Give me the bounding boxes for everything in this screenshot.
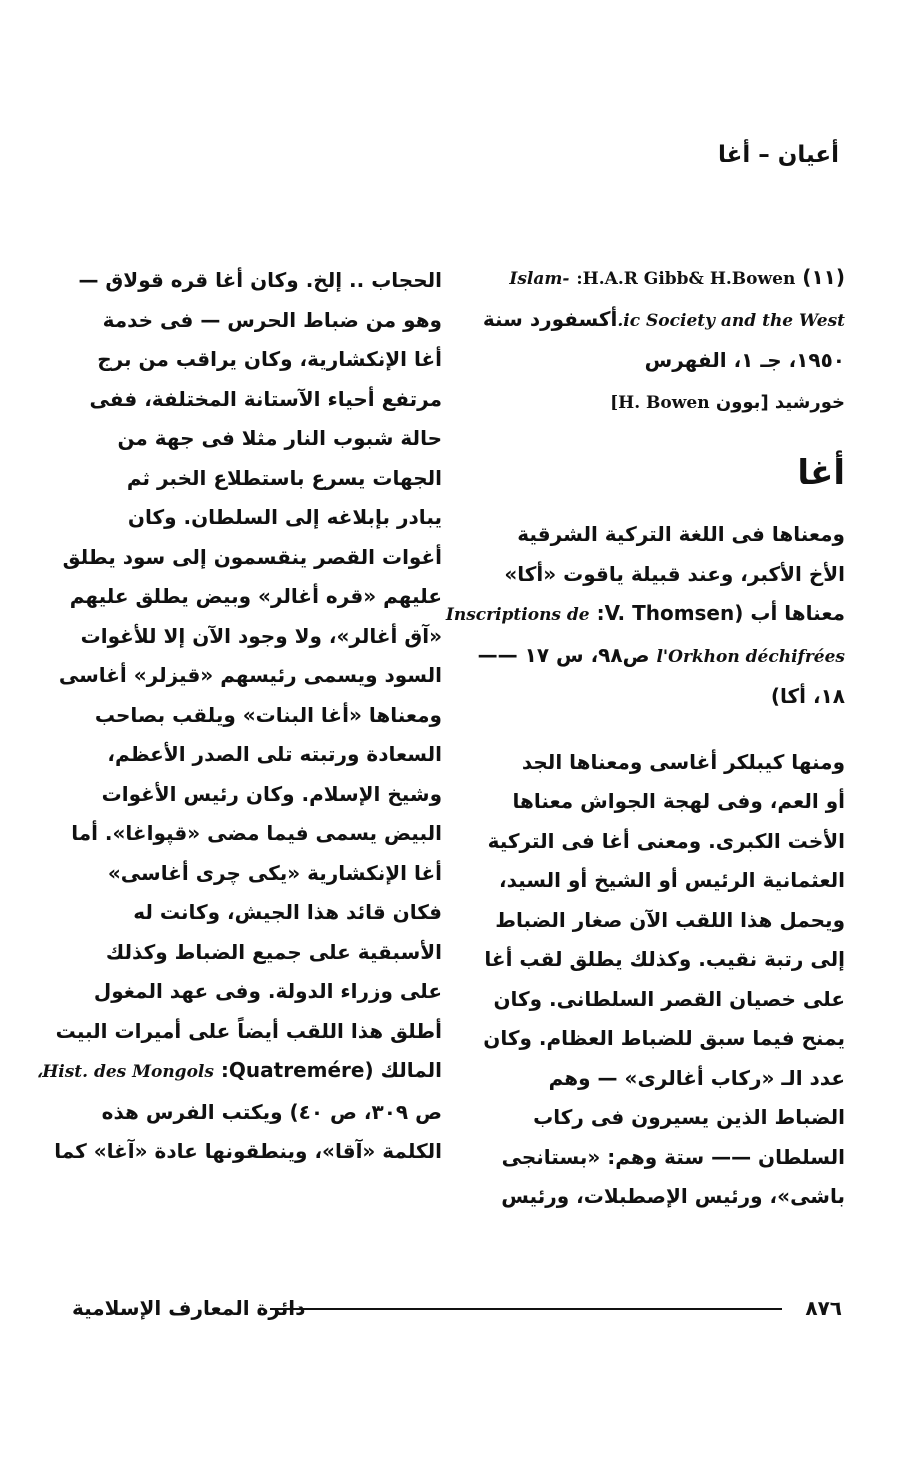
left-line-16: أغا الإنكشارية «يكى چرى أغاسى» — [107, 860, 442, 885]
footer-rule — [270, 1308, 782, 1310]
left-line-1: الحجاب .. إلخ. وكان أغا قره قولاق — — [78, 268, 442, 292]
left-line-13: السعادة ورتبته تلى الصدر الأعظم، — [107, 742, 442, 766]
right-column — [445, 258, 845, 1217]
para2-line-8: يمنح فيما سبق للضباط العظام. وكان — [483, 1026, 845, 1050]
para2-line-1: ومنها كيبلكر أغاسى ومعناها الجد — [521, 749, 845, 774]
para2-line-9: عدد الـ «ركاب أغالرى» — وهم — [548, 1065, 845, 1090]
para2-line-7: على خصيان القصر السلطانى. وكان — [493, 986, 845, 1011]
page-number: ٨٧٦ — [805, 1296, 842, 1320]
author-credit — [475, 383, 845, 424]
left-line-21-latin: Hist. des Mongols، — [36, 1062, 214, 1082]
left-line-5: حالة شبوب النار مثلا فى جهة من — [117, 426, 442, 450]
left-line-6: الجهات يسرع باستطلاع الخبر ثم — [126, 465, 442, 490]
para1-line-1: ومعناها فى اللغة التركية الشرقية — [517, 522, 845, 546]
publication-title: دائرة المعارف الإسلامية — [72, 1296, 306, 1320]
left-line-20: أطلق هذا اللقب أيضاً على أميرات البيت — [55, 1018, 442, 1043]
para1-line-4-latin: l'Orkhon déchifrées — [656, 646, 845, 667]
left-line-18: الأسبقية على جميع الضباط وكذلك — [105, 939, 442, 964]
footnote-number: (١١) — [802, 265, 845, 289]
left-line-12: ومعناها «أغا البنات» ويلقب بصاحب — [94, 702, 442, 727]
left-line-15: البيض يسمى فيما مضى «قپواغا». أما — [71, 821, 442, 845]
footnote-place: أكسفورد سنة — [482, 306, 618, 331]
left-line-3: أغا الإنكشارية، وكان يراقب من برج — [97, 347, 442, 371]
page-footer — [72, 1296, 842, 1326]
left-line-14: وشيخ الإسلام. وكان رئيس الأغوات — [101, 781, 442, 806]
left-line-7: يبادر بإبلاغه إلى السلطان. وكان — [127, 505, 442, 529]
page-header: أعيان – أغا — [718, 142, 839, 168]
left-line-10: «آق أغالر»، ولا وجود الآن إلا للأغوات — [80, 623, 442, 648]
para1-line-3 — [445, 594, 845, 636]
para2-line-6: إلى رتبة نقيب. وكذلك يطلق لقب أغا — [484, 947, 845, 971]
left-line-19: على وزراء الدولة. وفى عهد المغول — [93, 979, 442, 1003]
para1-line-4-text: ص٩٨، س ١٧ —— — [477, 642, 650, 667]
left-line-21 — [36, 1051, 442, 1093]
footnote-authors: H.A.R Gibb& H.Bowen: — [576, 269, 796, 289]
para2-line-5: ويحمل هذا اللقب الآن صغار الضباط — [495, 907, 845, 932]
left-line-23: الكلمة «آقا»، وينطقونها عادة «آغا» كما — [54, 1139, 442, 1163]
author-latin-name: H. Bowen] — [610, 392, 710, 413]
footnote-line-1 — [475, 258, 845, 300]
left-column — [36, 261, 442, 1172]
para1-line-2: الأخ الأكبر، وعند قبيلة ياقوت «أكا» — [504, 561, 845, 586]
left-line-17: فكان قائد هذا الجيش، وكانت له — [133, 900, 442, 924]
para1-line-4 — [475, 636, 845, 678]
para2-line-2: أو العم، وفى لهجة الجواش معناها — [512, 789, 845, 813]
left-line-4: مرتفع أحياء الآستانة المختلفة، ففى — [89, 386, 442, 411]
article-title: أغا — [797, 453, 845, 493]
left-line-8: أغوات القصر ينقسمون إلى سود يطلق — [62, 544, 442, 569]
author-name: خورشيد [بوون — [715, 391, 845, 413]
para2-line-12: باشى»، ورئيس الإصطبلات، ورئيس — [501, 1184, 845, 1208]
left-line-22: ص ٣٠٩، ص ٤٠) ويكتب الفرس هذه — [101, 1099, 442, 1124]
para2-line-4: العثمانية الرئيس أو الشيخ أو السيد، — [498, 868, 845, 892]
para1-line-5: ١٨، أكا) — [770, 684, 845, 708]
left-line-9: عليهم «قره أغالر» وبيض يطلق عليهم — [69, 584, 442, 608]
footnote-title-part2: ic Society and the West. — [617, 310, 845, 331]
left-line-11: السود ويسمى رئيسهم «قيزلر» أغاسى — [58, 663, 442, 687]
para1-line-3-text: معناها أب (V. Thomsen: — [596, 601, 845, 625]
para1-line-3-latin: Inscriptions de — [445, 605, 590, 625]
footnote-title-part1: -Islam — [509, 269, 570, 289]
left-line-2: وهو من ضباط الحرس — فى خدمة — [102, 307, 442, 332]
para2-line-10: الضباط الذين يسيرون فى ركاب — [533, 1105, 845, 1129]
footnote-line-2 — [475, 300, 845, 342]
left-line-21-text: المالك (Quatremére: — [220, 1058, 442, 1082]
para2-line-3: الأخت الكبرى. ومعنى أغا فى التركية — [487, 828, 845, 853]
para2-line-11: السلطان —— ستة وهم: «بستانجى — [501, 1144, 845, 1169]
footnote-line-3: ١٩٥٠، جـ ١، الفهرس — [644, 348, 845, 372]
